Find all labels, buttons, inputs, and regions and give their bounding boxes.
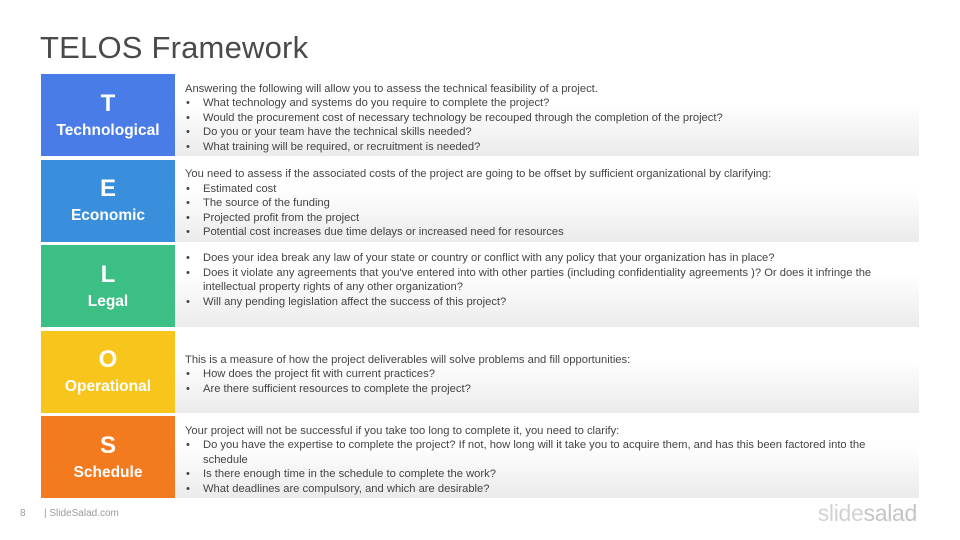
logo-text-part2: salad (863, 500, 917, 526)
bullet-item: • Potential cost increases due time delays or increased need for resources (203, 225, 909, 240)
category-block-technological (41, 74, 175, 156)
bullet-item: • What deadlines are compulsory, and which are desirable? (203, 482, 909, 497)
category-letter: O (98, 346, 118, 373)
category-label: Technological (56, 121, 160, 139)
telos-row-economic (41, 160, 919, 242)
bullet-item: • Would the procurement cost of necessary technology be recouped through the completion of the project? (203, 111, 909, 126)
bullet-list (185, 251, 909, 309)
category-description (175, 416, 919, 498)
category-description (175, 331, 919, 413)
bullet-list (185, 438, 909, 496)
bullet-list (185, 367, 909, 396)
slide-title: TELOS Framework (40, 30, 309, 65)
category-description (175, 245, 919, 327)
category-letter: S (99, 431, 116, 459)
bullet-list (185, 182, 909, 240)
category-label: Schedule (73, 463, 143, 481)
category-description (175, 74, 919, 156)
category-label: Economic (70, 207, 146, 224)
bullet-item: • Estimated cost (203, 182, 909, 197)
telos-row-operational (41, 331, 919, 413)
category-label: Legal (87, 292, 129, 310)
bullet-item: • Will any pending legislation affect the success of this project? (203, 295, 909, 310)
category-letter: L (100, 260, 116, 288)
description-intro: You need to assess if the associated costs of the project are going to be offset by sufficient organizational by clarifying: (185, 168, 772, 181)
description-intro: Answering the following will allow you to assess the technical feasibility of a project. (185, 82, 598, 95)
description-intro: Your project will not be successful if you take too long to complete it, you need to clarify: (185, 424, 620, 437)
telos-row-technological (41, 74, 919, 156)
category-letter: T (100, 89, 116, 117)
category-description (175, 160, 919, 242)
logo-text-part1: slide (817, 500, 864, 526)
category-block-schedule (41, 416, 175, 498)
category-block-operational (41, 331, 175, 413)
bullet-item: • What technology and systems do you require to complete the project? (203, 96, 909, 111)
bullet-item: • Does your idea break any law of your state or country or conflict with any policy that your organization has in place? (203, 251, 909, 266)
telos-table (41, 74, 919, 502)
telos-row-legal (41, 245, 919, 327)
bullet-list (185, 96, 909, 154)
page-number: 8 (20, 508, 26, 519)
bullet-item: • Do you or your team have the technical skills needed? (203, 125, 909, 140)
category-letter: E (99, 175, 116, 202)
bullet-item: • What training will be required, or recruitment is needed? (203, 140, 909, 155)
bullet-item: • How does the project fit with current practices? (203, 367, 909, 382)
category-block-legal (41, 245, 175, 327)
slidesalad-logo (818, 500, 917, 527)
footer-site-label: | SlideSalad.com (44, 508, 119, 519)
bullet-item: • Is there enough time in the schedule to complete the work? (203, 467, 909, 482)
bullet-item: • Does it violate any agreements that you've entered into with other parties (including confidentiality agreements )? Or does it infringe the intellectual property rights of any other organization? (203, 266, 909, 295)
description-intro: This is a measure of how the project deliverables will solve problems and fill opportunities: (185, 353, 631, 366)
bullet-item: • Do you have the expertise to complete the project? If not, how long will it take you to acquire them, and has this been factored into the schedule (203, 438, 909, 467)
category-label: Operational (64, 378, 152, 395)
bullet-item: • The source of the funding (203, 196, 909, 211)
category-block-economic (41, 160, 175, 242)
bullet-item: • Are there sufficient resources to complete the project? (203, 382, 909, 397)
bullet-item: • Projected profit from the project (203, 211, 909, 226)
telos-row-schedule (41, 416, 919, 498)
